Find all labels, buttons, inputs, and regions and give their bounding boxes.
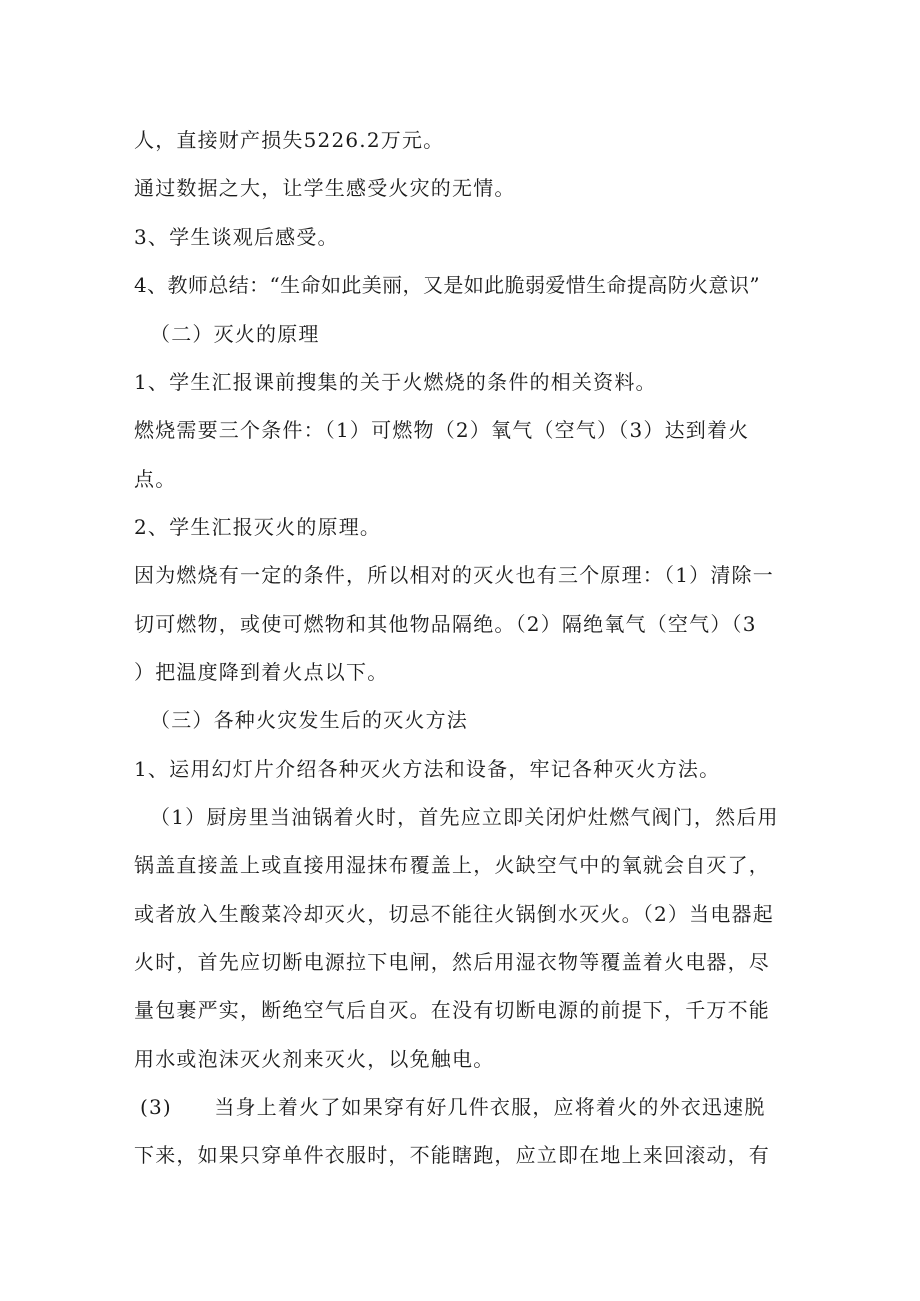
text-line: 下来，如果只穿单件衣服时，不能瞎跑，应立即在地上来回滚动，有: [134, 1143, 770, 1167]
text-line: 通过数据之大，让学生感受火灾的无情。: [134, 176, 516, 200]
text-line: (3) 当身上着火了如果穿有好几件衣服，应将着火的外衣迅速脱: [140, 1095, 766, 1119]
text-line: 4、教师总结：“生命如此美丽，又是如此脆弱爱惜生命提高防火意识”: [134, 273, 760, 297]
text-line: 燃烧需要三个条件：（1）可燃物（2）氧气（空气）（3）达到着火: [134, 418, 750, 442]
text-line: 2、学生汇报灭火的原理。: [134, 515, 382, 539]
text-line: （1）厨房里当油锅着火时，首先应立即关闭炉灶燃气阀门，然后用: [150, 805, 779, 829]
text-line: 量包裹严实，断绝空气后自灭。在没有切断电源的前提下，千万不能: [134, 998, 770, 1022]
section-heading: （二）灭火的原理: [150, 322, 320, 346]
text-line: 或者放入生酸菜冷却灭火，切忌不能往火锅倒水灭火。（2）当电器起: [134, 902, 774, 926]
text-line: 因为燃烧有一定的条件，所以相对的灭火也有三个原理：（1）清除一: [134, 563, 774, 587]
text-line: 锅盖直接盖上或直接用湿抹布覆盖上，火缺空气中的氧就会自灭了，: [134, 853, 770, 877]
text-line: 用水或泡沫灭火剂来灭火，以免触电。: [134, 1047, 495, 1071]
text-line: 切可燃物，或使可燃物和其他物品隔绝。（2）隔绝氧气（空气）（3: [134, 612, 757, 636]
text-line: 点。: [134, 467, 177, 491]
text-line: 3、学生谈观后感受。: [134, 225, 339, 249]
text-line: 人，直接财产损失5226.2万元。: [134, 128, 445, 152]
section-heading: （三）各种火灾发生后的灭火方法: [150, 708, 468, 732]
text-line: 1、运用幻灯片介绍各种灭火方法和设备，牢记各种灭火方法。: [134, 757, 721, 781]
text-line: 1、学生汇报课前搜集的关于火燃烧的条件的相关资料。: [134, 370, 657, 394]
text-line: 火时，首先应切断电源拉下电闸，然后用湿衣物等覆盖着火电器，尽: [134, 950, 770, 974]
text-line: ）把温度降到着火点以下。: [134, 660, 389, 684]
